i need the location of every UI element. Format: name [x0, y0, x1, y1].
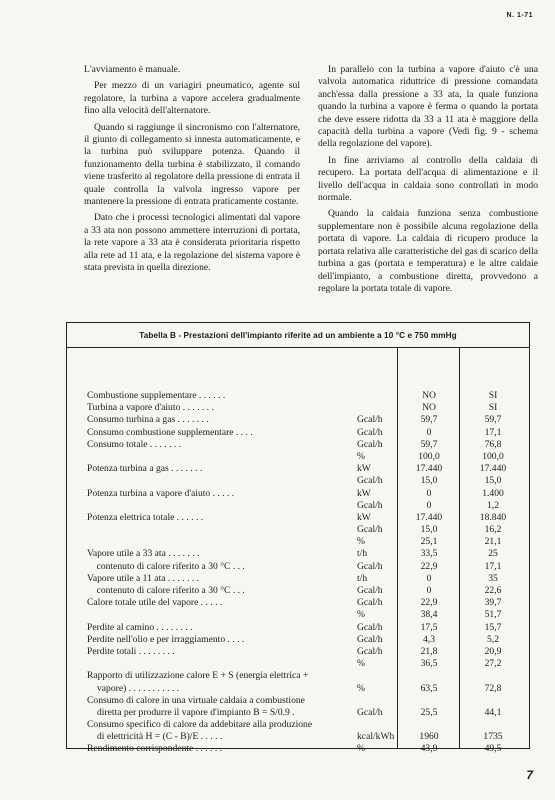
value-with-supplementary: 1735 — [483, 731, 503, 743]
value-with-supplementary: 17,1 — [484, 426, 502, 438]
row-label-line: Consumo specifico di calore da addebitare alla produzione — [87, 719, 313, 731]
row-label — [87, 646, 355, 658]
row-unit: t/h — [357, 572, 368, 584]
row-unit: % — [357, 450, 365, 462]
row-unit: Gcal/h — [357, 621, 383, 633]
row-unit: Gcal/h — [357, 524, 383, 536]
value-without-supplementary: 1960 — [419, 731, 439, 743]
row-unit: Gcal/h — [357, 706, 383, 718]
row-unit: Gcal/h — [357, 475, 383, 487]
row-unit: Gcal/h — [357, 560, 383, 572]
value-without-supplementary: 15,0 — [420, 475, 438, 487]
value-without-supplementary: 0 — [426, 426, 432, 438]
value-with-supplementary: SI — [488, 402, 498, 414]
row-label-line: Consumo combustione supplementare . . . . — [87, 426, 253, 438]
value-with-supplementary: 15,0 — [484, 475, 502, 487]
value-with-supplementary: 17,1 — [484, 560, 502, 572]
value-without-supplementary: 0 — [426, 499, 432, 511]
row-label — [87, 743, 355, 755]
row-unit: kcal/kWh — [357, 731, 395, 743]
table-row — [67, 451, 529, 463]
row-label — [87, 548, 355, 560]
table-row — [67, 500, 529, 512]
paragraph: Dato che i processi tecnologici alimentati dal vapore a 33 ata non possono ammettere interruzioni di portata, la rete vapore a 33 ata è considerata prioritaria rispetto alla rete ad 11 ata, e la regolazione del sistema vapore è stata prevista in quella direzione. — [84, 212, 300, 274]
row-label-line: Potenza turbina a gas . . . . . . . — [87, 463, 203, 475]
row-label-line: Turbina a vapore d'aiuto . . . . . . . — [87, 402, 214, 414]
row-label-line: Vapore utile a 11 ata . . . . . . . — [87, 572, 200, 584]
table-row — [67, 658, 529, 670]
row-unit: Gcal/h — [357, 426, 383, 438]
page-identifier: N. 1-71 — [506, 12, 533, 19]
table-row — [67, 670, 529, 694]
table-row — [67, 622, 529, 634]
value-with-supplementary: 5,2 — [487, 633, 499, 645]
row-unit: % — [357, 682, 365, 694]
row-label — [87, 390, 355, 402]
table-row — [67, 609, 529, 621]
value-with-supplementary: 49,5 — [484, 743, 502, 755]
row-label — [87, 463, 355, 475]
value-without-supplementary: 33,5 — [420, 548, 438, 560]
row-label — [87, 585, 355, 597]
row-label-line: Consumo turbina a gas . . . . . . . — [87, 414, 209, 426]
table-row — [67, 561, 529, 573]
row-label-line: Rendimento corrispondente . . . . . . — [87, 743, 223, 755]
value-without-supplementary: 0 — [426, 487, 432, 499]
value-with-supplementary: SI — [488, 390, 498, 401]
paragraph: L'avviamento è manuale. — [84, 64, 181, 75]
value-with-supplementary: 22,6 — [484, 585, 502, 596]
text-column-right — [318, 64, 538, 299]
row-label-line: Calore totale utile del vapore . . . . . — [87, 597, 223, 609]
table-row — [67, 463, 529, 475]
row-label-line: Consumo di calore in una virtuale caldaia a combustione — [87, 694, 305, 706]
value-with-supplementary: 35 — [488, 572, 498, 584]
value-without-supplementary: 17.440 — [415, 463, 443, 475]
value-without-supplementary: 17,5 — [420, 621, 438, 633]
table-row — [67, 475, 529, 487]
row-unit: % — [357, 658, 365, 670]
paragraph: Quando la caldaia funziona senza combustione supplementare non è possibile alcuna regolazione della portata di vapore. La caldaia di ricupero produce la portata relativa alle caratteristiche del gas di scarico della turbina a gas (portata e temperatura) e le altre caldaie dell'impianto, a combustione diretta, provvedono a regolare la portata totale di vapore. — [318, 208, 539, 294]
value-without-supplementary: 59,7 — [420, 438, 438, 450]
row-label-line: Perdite al camino . . . . . . . . — [87, 621, 193, 633]
value-without-supplementary: NO — [422, 390, 436, 401]
table-row — [67, 512, 529, 524]
value-with-supplementary: 72,8 — [484, 682, 502, 694]
value-with-supplementary: 59,7 — [484, 414, 502, 426]
row-label — [87, 622, 355, 634]
value-with-supplementary: 1.400 — [482, 487, 504, 499]
row-label — [87, 439, 355, 451]
row-unit: Gcal/h — [357, 499, 383, 511]
row-label — [87, 488, 355, 500]
row-label-line: vapore) . . . . . . . . . . . — [97, 682, 180, 694]
value-without-supplementary: 100,0 — [418, 450, 440, 462]
row-label — [87, 670, 355, 694]
row-unit: % — [357, 743, 365, 755]
table-row — [67, 719, 529, 743]
table-row — [67, 414, 529, 426]
table-row — [67, 646, 529, 658]
row-label-line: Potenza elettrica totale . . . . . . — [87, 511, 204, 523]
paragraph: Quando si raggiunge il sincronismo con l'alternatore, il giunto di collegamento si innesta automaticamente, e la turbina può sviluppare potenza. Quando il funzionamento della turbina è stabilizzato, il comando viene trasferito al regolatore della pressione di entrata il quale controlla la valvola ingresso vapore per mantenere la pressione di entrata praticamente costante. — [84, 121, 300, 208]
table-row — [67, 390, 529, 402]
row-unit: kW — [357, 463, 371, 475]
value-with-supplementary: 16,2 — [484, 524, 502, 536]
value-with-supplementary: 51,7 — [484, 609, 502, 621]
table-row — [67, 695, 529, 719]
table-row — [67, 536, 529, 548]
row-unit: Gcal/h — [357, 597, 383, 609]
value-with-supplementary: 17.440 — [479, 463, 507, 475]
table-row — [67, 743, 529, 755]
paragraph: In fine arriviamo al controllo della caldaia di recupero. La portata dell'acqua di alimentazione e il livello dell'acqua in caldaia sono controllati in modo normale. — [318, 154, 538, 204]
row-label-line: Combustione supplementare . . . . . . — [87, 390, 226, 401]
value-without-supplementary: NO — [422, 402, 436, 414]
value-with-supplementary: 100,0 — [482, 450, 504, 462]
value-with-supplementary: 21,1 — [484, 536, 502, 548]
performance-table — [66, 322, 530, 755]
value-with-supplementary: 27,2 — [484, 658, 502, 670]
row-label — [87, 561, 355, 573]
value-without-supplementary: 25,5 — [420, 706, 438, 718]
row-label — [87, 427, 355, 439]
row-unit: % — [357, 609, 365, 621]
value-without-supplementary: 59,7 — [420, 414, 438, 426]
row-label-line: contenuto di calore riferito a 30 °C . . . — [87, 585, 245, 596]
value-with-supplementary: 1,2 — [487, 499, 499, 511]
table-row — [67, 427, 529, 439]
value-without-supplementary: 22,9 — [420, 560, 438, 572]
table-row — [67, 524, 529, 536]
value-with-supplementary: 15,7 — [484, 621, 502, 633]
row-label-line: Potenza turbina a vapore d'aiuto . . . . . — [87, 487, 235, 499]
value-without-supplementary: 38,4 — [420, 609, 438, 621]
value-without-supplementary: 22,9 — [420, 597, 438, 609]
value-without-supplementary: 0 — [426, 572, 432, 584]
row-unit: Gcal/h — [357, 633, 383, 645]
row-label-line: Perdite totali . . . . . . . . — [87, 645, 175, 657]
row-label — [87, 634, 355, 646]
row-unit: Gcal/h — [357, 414, 383, 426]
row-label-line: di elettricità H = (C - B)/E . . . . . — [97, 731, 223, 743]
table-row — [67, 585, 529, 597]
table-row — [67, 488, 529, 500]
value-without-supplementary: 43,9 — [420, 743, 438, 755]
table-row — [67, 439, 529, 451]
row-label-line: Vapore utile a 33 ata . . . . . . . — [87, 548, 200, 560]
row-unit: Gcal/h — [357, 438, 383, 450]
row-unit: t/h — [357, 548, 368, 560]
paragraph: Per mezzo di un variagiri pneumatico, agente sul regolatore, la turbina a vapore accelera gradualmente fino alla velocità dell'alternatore. — [84, 80, 300, 117]
table-body — [67, 348, 529, 755]
row-unit: kW — [357, 487, 371, 499]
paragraph: In parallelo con la turbina a vapore d'aiuto c'è una valvola automatica riduttrice di pressione comandata anch'essa dalla pressione a 33 ata, la quale funziona quando la turbina a vapore è ferma o quando la portata che deve essere ridotta da 33 a 11 ata è maggiore della capacità della turbina a vapore (Vedi fig. 9 - schema della regolazione del vapore). — [318, 64, 538, 150]
row-label-line: diretta per produrre il vapore d'impianto B = S/0.9 . — [97, 706, 295, 718]
row-label — [87, 414, 355, 426]
table-row — [67, 402, 529, 414]
value-without-supplementary: 21,8 — [420, 645, 438, 657]
table-row — [67, 634, 529, 646]
value-without-supplementary: 36,5 — [420, 658, 438, 670]
row-label — [87, 597, 355, 609]
row-label — [87, 695, 355, 719]
value-without-supplementary: 17.440 — [415, 511, 443, 523]
row-label — [87, 573, 355, 585]
row-label — [87, 512, 355, 524]
table-row — [67, 573, 529, 585]
value-with-supplementary: 20,9 — [484, 645, 502, 657]
row-label-line: Consumo totale . . . . . . . — [87, 438, 182, 450]
value-without-supplementary: 25,1 — [420, 536, 438, 548]
row-unit: % — [357, 536, 365, 548]
value-with-supplementary: 39,7 — [484, 597, 502, 609]
value-with-supplementary: 25 — [488, 548, 498, 560]
value-without-supplementary: 15,0 — [420, 524, 438, 536]
value-with-supplementary: 18.840 — [479, 511, 507, 523]
table-row — [67, 548, 529, 560]
text-column-left — [84, 64, 300, 279]
table-title: Tabella B - Prestazioni dell'impianto riferite ad un ambiente a 10 °C e 750 mmHg — [67, 323, 529, 348]
row-label — [87, 719, 355, 743]
value-without-supplementary: 4,3 — [423, 633, 435, 645]
row-label-line: Rapporto di utilizzazione calore E + S (energia elettrica + — [87, 670, 309, 682]
row-unit: kW — [357, 511, 371, 523]
page-number: 7 — [526, 768, 533, 782]
value-without-supplementary: 0 — [426, 585, 432, 596]
table-row — [67, 597, 529, 609]
value-with-supplementary: 44,1 — [484, 706, 502, 718]
row-label — [87, 402, 355, 414]
row-unit: Gcal/h — [357, 585, 383, 596]
row-label-line: Perdite nell'olio e per irraggiamento . . . . — [87, 633, 245, 645]
value-without-supplementary: 63,5 — [420, 682, 438, 694]
row-label-line: contenuto di calore riferito a 30 °C . . . — [87, 560, 245, 572]
row-unit: Gcal/h — [357, 645, 383, 657]
value-with-supplementary: 76,8 — [484, 438, 502, 450]
table-rows — [67, 390, 529, 756]
